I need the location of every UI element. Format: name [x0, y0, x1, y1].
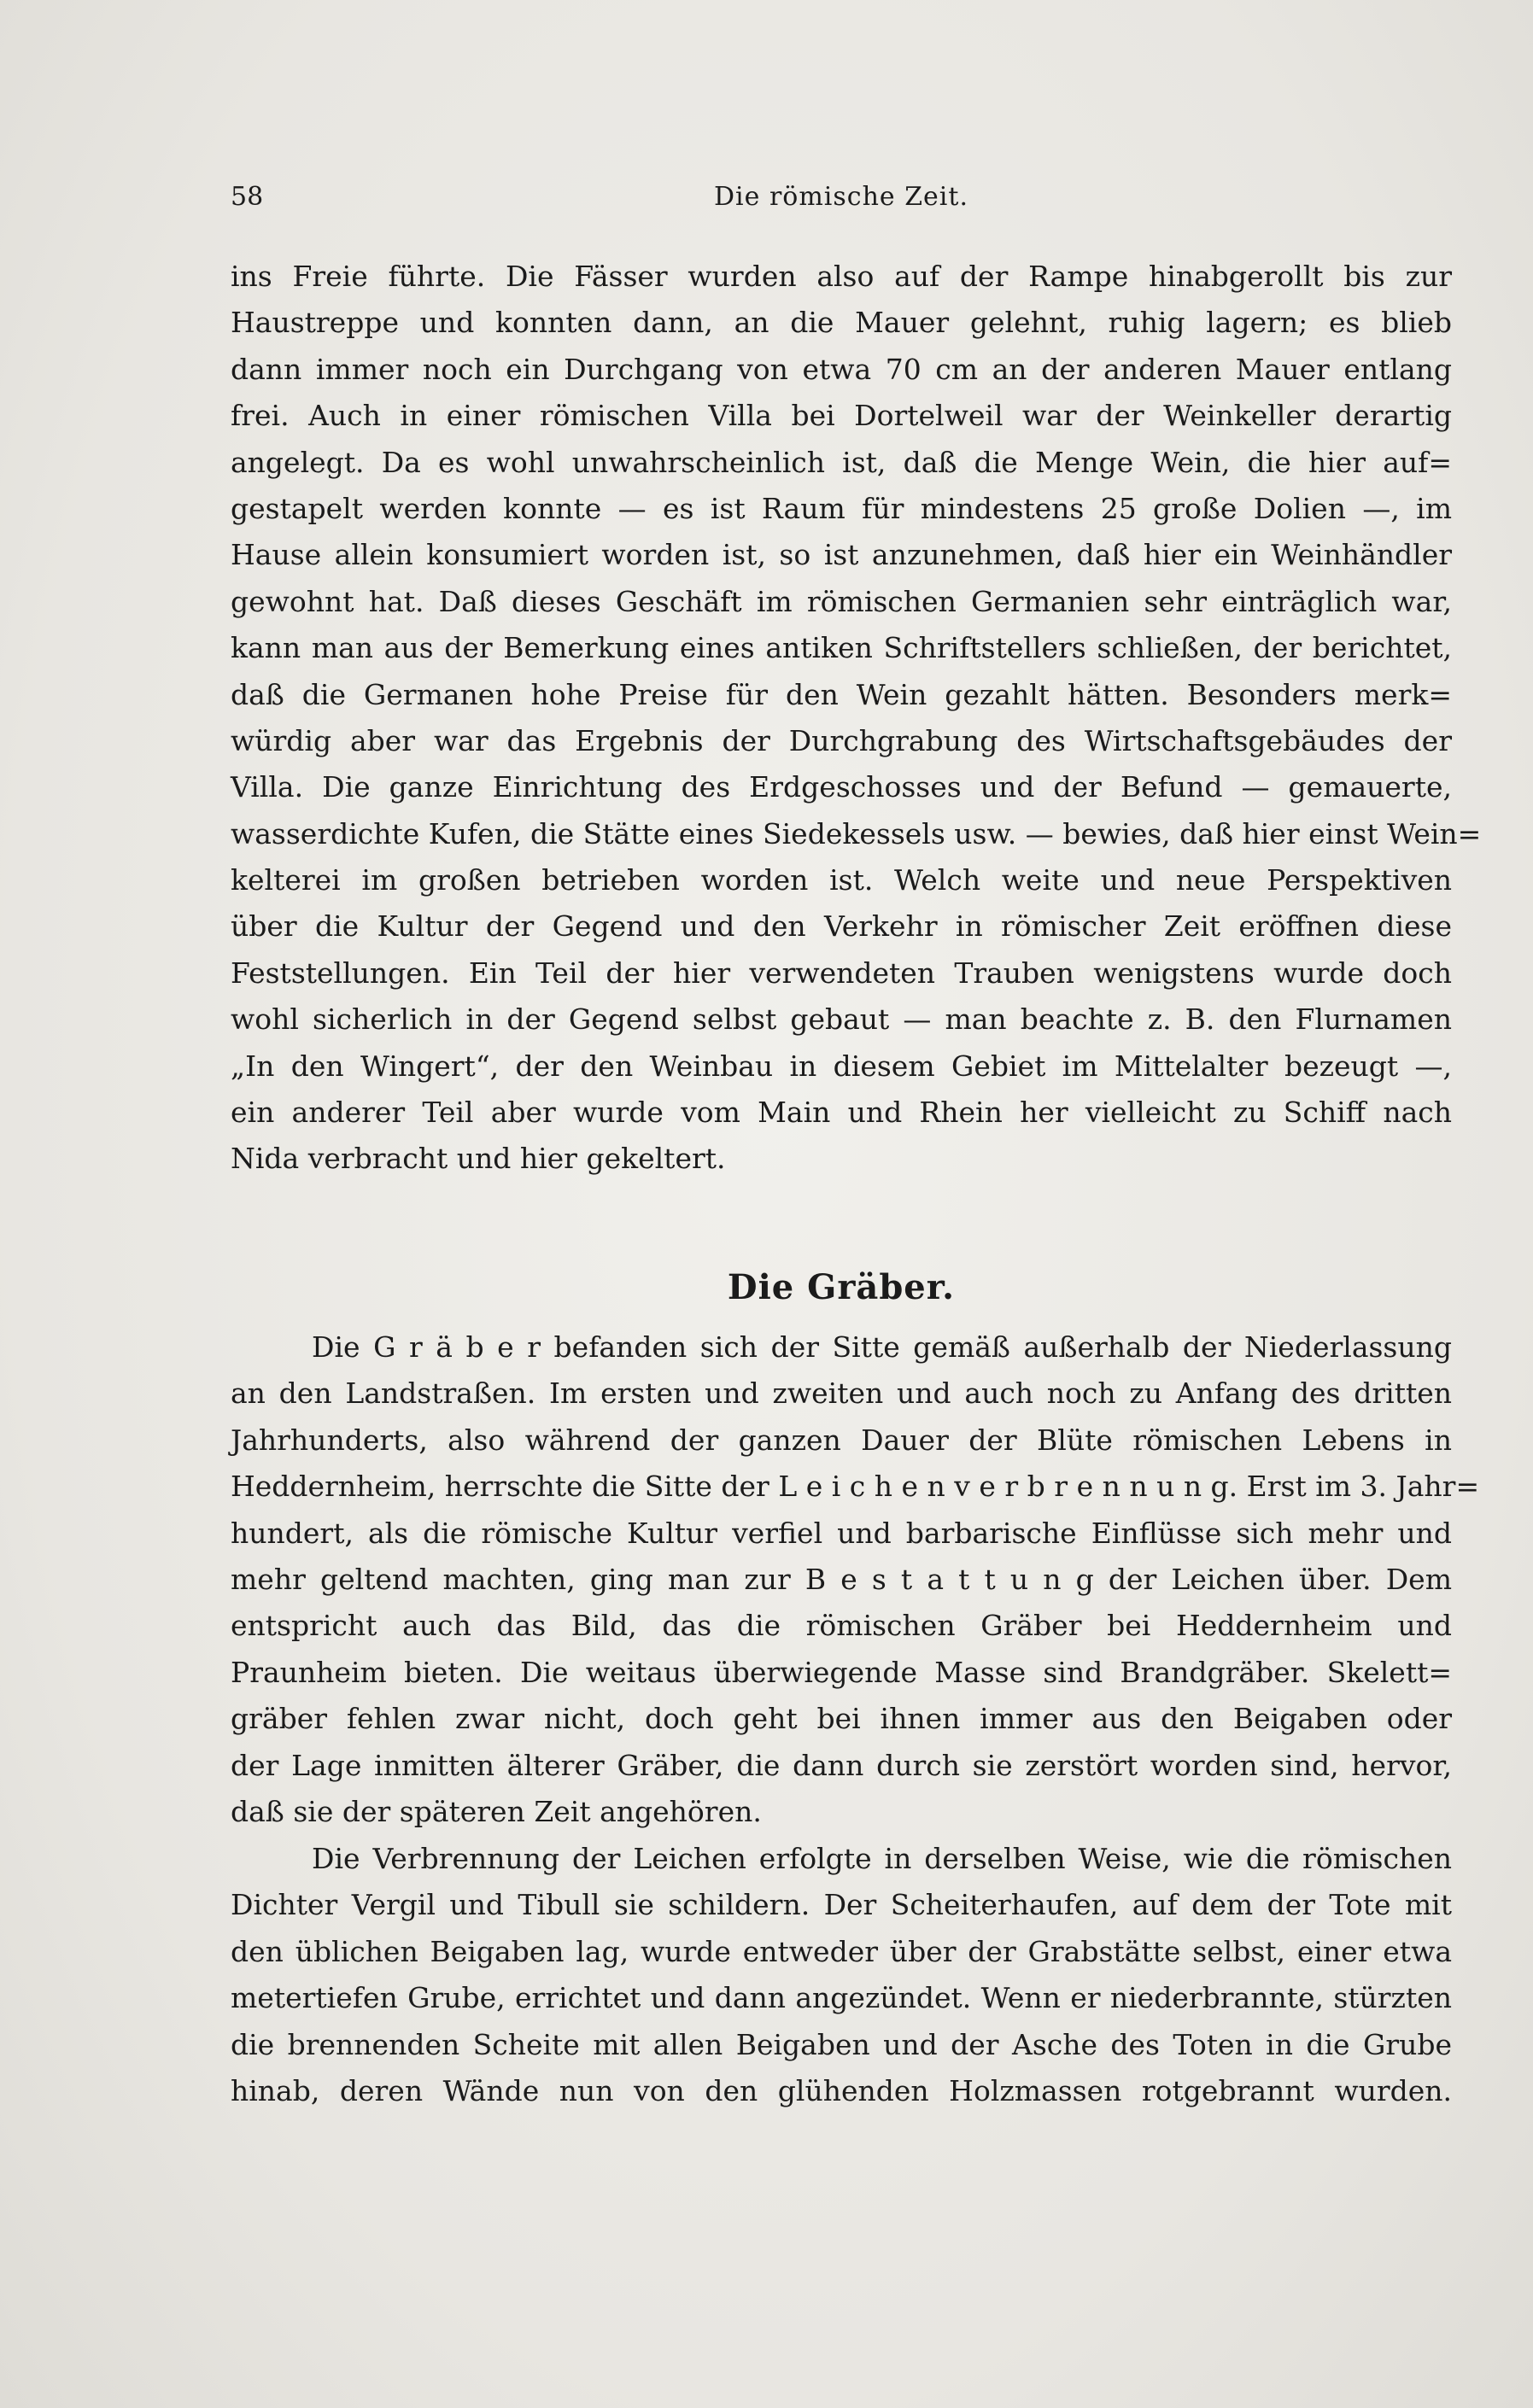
- page-number: 58: [231, 182, 264, 212]
- text-line: gestapelt werden konnte — es ist Raum für mindestens 25 große Dolien —, im: [231, 491, 1452, 525]
- text-line: Dichter Vergil und Tibull sie schildern. Der Scheiterhaufen, auf dem der Tote mit: [231, 1888, 1452, 1922]
- paragraph-graves: [231, 1324, 1480, 1835]
- text-line: dann immer noch ein Durchgang von etwa 70 cm an der anderen Mauer entlang: [231, 352, 1452, 386]
- text-line: über die Kultur der Gegend und den Verkehr in römischer Zeit eröffnen diese: [231, 909, 1452, 944]
- text-line: Heddernheim, herrschte die Sitte der L e i c h e n v e r b r e n n u n g. Erst im 3. Jahr=: [231, 1470, 1480, 1504]
- section-heading: Die Gräber.: [727, 1267, 956, 1307]
- text-line: Die Verbrennung der Leichen erfolgte in derselben Weise, wie die römischen: [312, 1842, 1452, 1875]
- text-line: Nida verbracht und hier gekeltert.: [231, 1142, 726, 1176]
- page-header: [231, 176, 1452, 219]
- text-line: Villa. Die ganze Einrichtung des Erdgeschosses und der Befund — gemauerte,: [231, 770, 1452, 804]
- text-line: angelegt. Da es wohl unwahrscheinlich ist, daß die Menge Wein, die hier auf=: [231, 445, 1452, 479]
- text-line: gewohnt hat. Daß dieses Geschäft im römischen Germanien sehr einträglich war,: [231, 584, 1452, 618]
- text-line: wasserdichte Kufen, die Stätte eines Siedekessels usw. — bewies, daß hier einst Wein=: [231, 816, 1482, 850]
- text-line: Haustreppe und konnten dann, an die Mauer gelehnt, ruhig lagern; es blieb: [231, 306, 1452, 340]
- text-line: daß sie der späteren Zeit angehören.: [231, 1794, 762, 1828]
- text-line: frei. Auch in einer römischen Villa bei Dortelweil war der Weinkeller derartig: [231, 399, 1452, 433]
- text-line: die brennenden Scheite mit allen Beigaben und der Asche des Toten in die Grube: [231, 2027, 1452, 2061]
- text-line: Feststellungen. Ein Teil der hier verwendeten Trauben wenigstens wurde doch: [231, 956, 1452, 990]
- paragraph-cremation: [231, 1836, 1452, 2114]
- text-line: Praunheim bieten. Die weitaus überwiegende Masse sind Brandgräber. Skelett=: [231, 1655, 1452, 1689]
- text-line: „In den Wingert“, der den Weinbau in diesem Gebiet im Mittelalter bezeugt —,: [231, 1049, 1452, 1083]
- text-line: der Lage inmitten älterer Gräber, die dann durch sie zerstört worden sind, hervor,: [231, 1748, 1452, 1782]
- text-line: entspricht auch das Bild, das die römischen Gräber bei Heddernheim und: [231, 1609, 1452, 1643]
- text-line: daß die Germanen hohe Preise für den Wein gezahlt hätten. Besonders merk=: [231, 677, 1452, 711]
- text-line: den üblichen Beigaben lag, wurde entweder über der Grabstätte selbst, einer etwa: [231, 1934, 1452, 1968]
- text-line: gräber fehlen zwar nicht, doch geht bei ihnen immer aus den Beigaben oder: [231, 1702, 1452, 1736]
- text-line: hundert, als die römische Kultur verfiel und barbarische Einflüsse sich mehr und: [231, 1516, 1452, 1550]
- text-line: ein anderer Teil aber wurde vom Main und Rhein her vielleicht zu Schiff nach: [231, 1096, 1452, 1130]
- text-line: ins Freie führte. Die Fässer wurden also auf der Rampe hinabgerollt bis zur: [231, 260, 1452, 293]
- running-title: Die römische Zeit.: [714, 182, 968, 212]
- text-line: mehr geltend machten, ging man zur B e s t a t t u n g der Leichen über. Dem: [231, 1562, 1452, 1596]
- text-line: kelterei im großen betrieben worden ist. Welch weite und neue Perspektiven: [231, 863, 1452, 897]
- text-line: wohl sicherlich in der Gegend selbst gebaut — man beachte z. B. den Flurnamen: [231, 1002, 1452, 1037]
- text-line: an den Landstraßen. Im ersten und zweiten und auch noch zu Anfang des dritten: [231, 1376, 1452, 1411]
- text-line: würdig aber war das Ergebnis der Durchgrabung des Wirtschaftsgebäudes der: [231, 723, 1452, 757]
- text-line: metertiefen Grube, errichtet und dann angezündet. Wenn er niederbrannte, stürzten: [231, 1981, 1452, 2015]
- text-line: Hause allein konsumiert worden ist, so ist anzunehmen, daß hier ein Weinhändler: [231, 538, 1452, 572]
- paragraph-wine-cellar: [231, 254, 1482, 1183]
- text-line: Jahrhunderts, also während der ganzen Dauer der Blüte römischen Lebens in: [231, 1423, 1452, 1457]
- text-line: Die G r ä b e r befanden sich der Sitte gemäß außerhalb der Niederlassung: [312, 1330, 1452, 1364]
- text-line: kann man aus der Bemerkung eines antiken Schriftstellers schließen, der berichtet,: [231, 631, 1452, 665]
- text-line: hinab, deren Wände nun von den glühenden Holzmassen rotgebrannt wurden.: [231, 2073, 1452, 2107]
